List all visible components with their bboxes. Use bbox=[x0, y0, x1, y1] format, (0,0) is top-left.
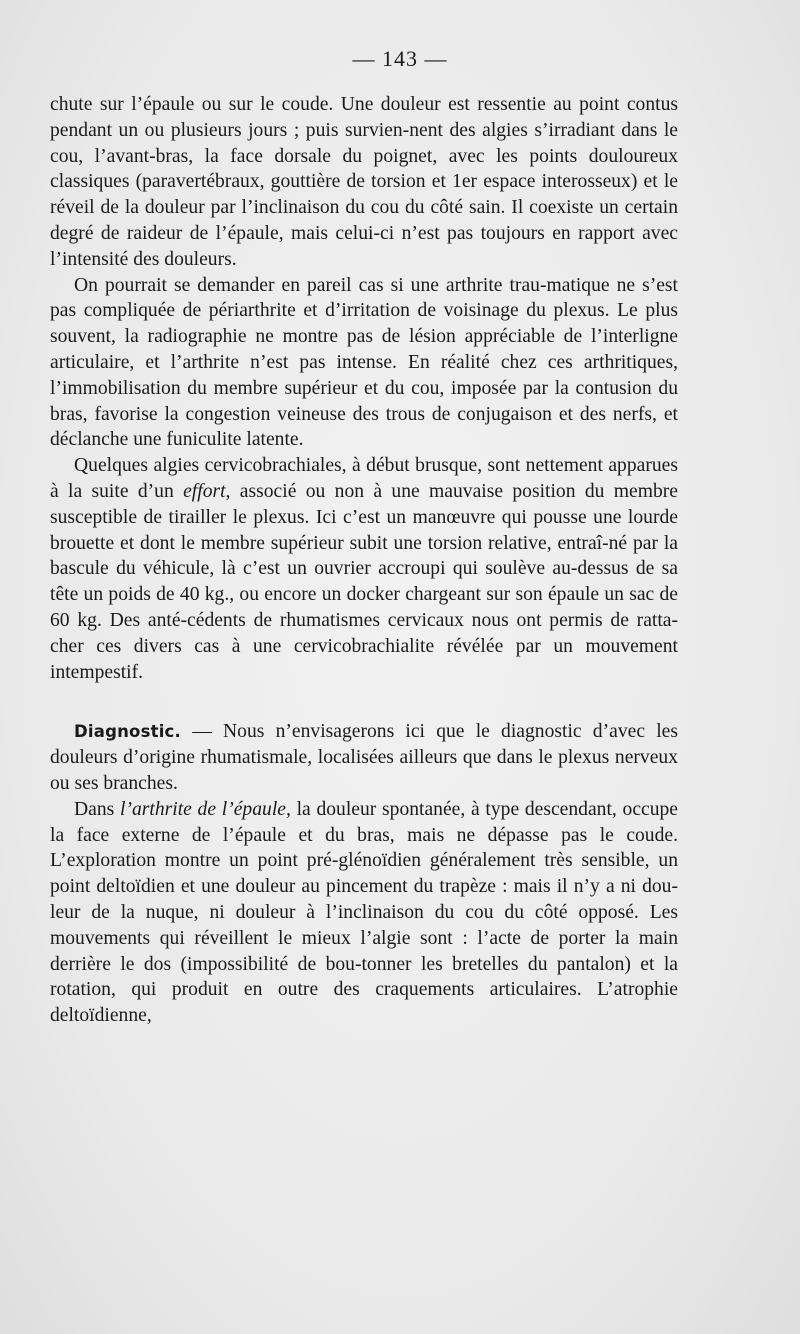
diagnostic-paragraph bbox=[50, 719, 678, 796]
paragraph-5-text-b: la douleur spontanée, à type descendant, occupe la face externe de l’épaule et du bras, mais ne dépasse pas le coude. L’exploration montre un point pré-glénoïdien généralement très sensible, un point deltoïdien et une douleur au pincement du trapèze : mais il n’y a ni dou-leur de la nuque, ni douleur à l’inclinaison du cou du côté opposé. Les mouvements qui réveillent le mieux l’algie sont : l’acte de porter la main derrière le dos (impossibilité de bou-tonner les bretelles du pantalon) et la rotation, qui produit en outre des craquements articulaires. L’atrophie deltoïdienne, bbox=[50, 798, 678, 1027]
paragraph-5-text-a: Dans bbox=[74, 798, 120, 820]
paragraph-5 bbox=[50, 797, 678, 1029]
section-spacer bbox=[50, 685, 678, 719]
paragraph-3-text-a: Quelques algies cervicobrachiales, à début brusque, sont nettement apparues à la suite d’un bbox=[50, 455, 678, 502]
body-text bbox=[50, 92, 678, 1029]
paragraph-2: On pourrait se demander en pareil cas si une arthrite trau-matique ne s’est pas compliquée de périarthrite et d’irritation de voisinage du plexus. Le plus souvent, la radiographie ne montre pas de lésion appréciable de l’interligne articulaire, et l’arthrite n’est pas intense. En réalité chez ces arthritiques, l’immobilisation du membre supérieur et du cou, imposée par la contusion du bras, favorise la congestion veineuse des trous de conjugaison et des nerfs, et déclanche une funiculite latente. bbox=[50, 274, 678, 451]
diagnostic-text: — Nous n’envisagerons ici que le diagnostic d’avec les douleurs d’origine rhumatismale, localisées ailleurs que dans le plexus nerveux ou ses branches. bbox=[50, 721, 678, 794]
page-number: — 143 — bbox=[352, 46, 448, 71]
paragraph-3-emphasis: effort, bbox=[183, 480, 231, 502]
paragraph-1: chute sur l’épaule ou sur le coude. Une douleur est ressentie au point contus pendant un ou plusieurs jours ; puis survien-nent des algies s’irradiant dans le cou, l’avant-bras, la face dorsale du poignet, avec les points douloureux classiques (paravertébraux, gouttière de torsion et 1er espace interosseux) et le réveil de la douleur par l’inclinaison du cou du côté sain. Il coexiste un certain degré de raideur de l’épaule, mais celui-ci n’est pas toujours en rapport avec l’intensité des douleurs. bbox=[50, 94, 678, 270]
paragraph-5-emphasis: l’arthrite de l’épaule, bbox=[120, 798, 291, 820]
paragraph-3 bbox=[50, 453, 678, 685]
paragraph-3-text-b: associé ou non à une mauvaise position du membre susceptible de tirailler le plexus. Ici c’est un manœuvre qui pousse une lourde brouette et dont le membre supérieur subit une torsion relative, entraî-né par la bascule du véhicule, là c’est un ouvrier accroupi qui soulève au-dessus de sa tête un poids de 40 kg., ou encore un docker chargeant sur son épaule un sac de 60 kg. Des anté-cédents de rhumatismes cervicaux nous ont permis de ratta-cher ces divers cas à une cervicobrachialite révélée par un mouvement intempestif. bbox=[50, 480, 678, 683]
section-heading-diagnostic: Diagnostic. bbox=[74, 722, 181, 742]
